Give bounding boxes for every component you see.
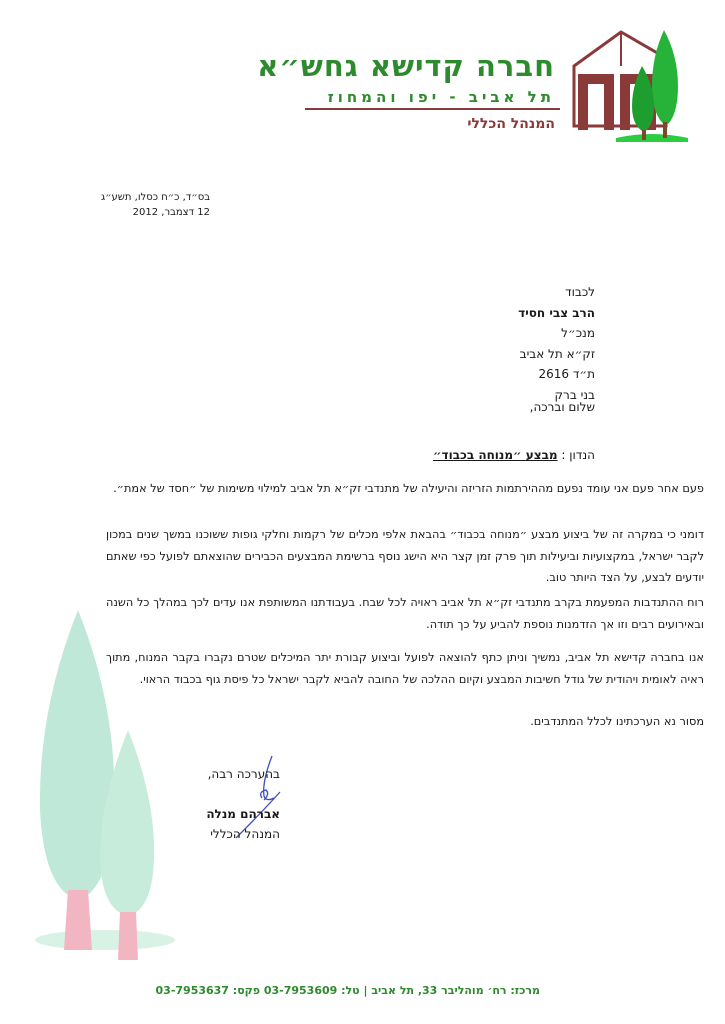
organization-logo xyxy=(566,26,691,148)
subject-value: מבצע ״מנוחה בכבוד״ xyxy=(433,448,558,462)
greeting: שלום וברכה, xyxy=(529,400,595,414)
signer-name: אברהם מנלה xyxy=(206,807,280,821)
letterhead-divider xyxy=(305,108,560,110)
body-paragraph-5: מסור נא הערכתינו לכלל המתנדבים. xyxy=(530,715,704,728)
decorative-trees-watermark xyxy=(30,600,180,980)
letter-date xyxy=(10,190,210,220)
footer-contact: מרכז: רח׳ מוהליבר 33, תל אביב | טל: 03-7953609 פקס: 03-7953637 xyxy=(155,984,540,997)
recipient-role: מנכ״ל xyxy=(561,326,595,341)
body-paragraph-3: רוח ההתנדבות המפעמת בקרב מתנדבי זק״א תל אביב ראויה לכל שבח. בעבודתנו המשותפת אנו עדים לכך במהלך כל השנה ובאירועים רבים וזו אך הזדמנות נוספת להביע על כך תודה. xyxy=(106,596,704,631)
body-paragraph-2: דומני כי במקרה זה של ביצוע מבצע ״מנוחה בכבוד״ בהבאת אלפי מכלים של רקמות וחלקי גופות ששוכנו במשך שנים במכון לקבר ישראל, במקצועיות וביעילות תוך פרק זמן קצר היא הישג נוסף ברשימת המבצעים הכבירים שהוצאתם לפועל כפי שאתם יודעים לבצע, על הצד היותר טוב. xyxy=(106,528,704,584)
recipient-pobox: ת״ד 2616 xyxy=(538,367,595,382)
recipient-address xyxy=(295,282,595,406)
recipient-to: לכבוד xyxy=(565,285,595,299)
organization-name: חברה קדישא גחש״א xyxy=(257,49,555,83)
date-hebrew: בס״ד, כ״ח כסלו, תשע״ג xyxy=(100,192,210,203)
date-gregorian: 12 דצמבר, 2012 xyxy=(132,207,210,218)
body-paragraph-4: אנו בחברה קדישא תל אביב, נמשיך וניתן כתף להוצאה לפועל וביצוע קבורת יתר המיכלים שטרם נקברו בקבר המנוח, מתוך ראיה לאומית ויהודית של גודל חשיבות המבצע וקיום ההלכה של החובה להביא לקבר ישראל כל פיסת גוף בכבוד הראוי. xyxy=(106,651,704,686)
subject-label: הנדון : xyxy=(561,448,595,462)
subject-line xyxy=(433,448,595,462)
body-paragraph-1: פעם אחר פעם אני עומד נפעם מההירתמות הזריזה והיעילה של מתנדבי זק״א תל אביב למילוי משימות של ״חסד של אמת״. xyxy=(113,482,704,495)
organization-city: תל אביב - יפו והמחוז xyxy=(327,88,555,106)
letterhead-department: המנהל הכללי xyxy=(467,116,555,132)
recipient-city: בני ברק xyxy=(554,387,595,402)
closing: בהערכה רבה, xyxy=(207,767,280,781)
signer-title: המנהל הכללי xyxy=(210,827,280,841)
recipient-org: זק״א תל אביב xyxy=(519,346,595,361)
recipient-name: הרב צבי חסיד xyxy=(518,305,595,320)
